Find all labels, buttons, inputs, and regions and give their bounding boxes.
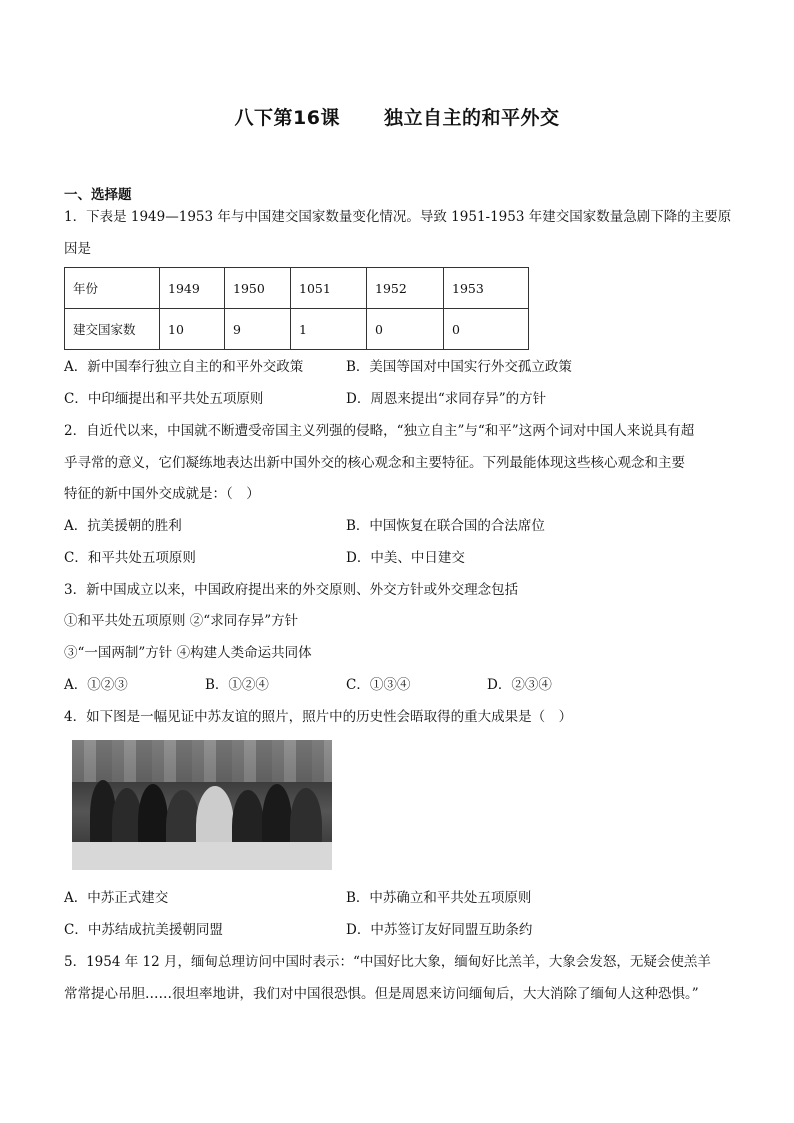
table-cell: 1952 [367,268,444,309]
q1-option-d[interactable]: D．周恩来提出“求同存异”的方针 [346,391,547,407]
table-cell: 1 [291,309,367,350]
q3-option-d[interactable]: D．②③④ [487,677,552,693]
q3-stem-line3: ③“一国两制”方针 ④构建人类命运共同体 [64,645,312,661]
table-cell: 9 [225,309,291,350]
q1-option-a[interactable]: A．新中国奉行独立自主的和平外交政策 [64,359,304,375]
q3-option-c[interactable]: C．①③④ [346,677,411,693]
q2-option-b[interactable]: B．中国恢复在联合国的合法席位 [346,518,545,534]
q2-stem-line2: 乎寻常的意义，它们凝练地表达出新中国外交的核心观念和主要特征。下列最能体现这些核心观念和主要 [64,455,685,471]
table-cell: 1051 [291,268,367,309]
q2-option-d[interactable]: D．中美、中日建交 [346,550,465,566]
page-title [0,103,794,130]
q2-stem-line3: 特征的新中国外交成就是：（ ） [64,486,260,502]
q3-stem-line2: ①和平共处五项原则 ②“求同存异”方针 [64,613,299,629]
q2-stem-line1: 2．自近代以来，中国就不断遭受帝国主义列强的侵略，“独立自主”与“和平”这两个词对中国人来说具有超 [64,423,695,439]
table-cell: 1953 [444,268,529,309]
photo-background [72,740,332,782]
table-row [65,268,529,309]
data-table [64,267,529,350]
q1-stem-line1: 1．下表是 1949—1953 年与中国建交国家数量变化情况。导致 1951-1953 年建交国家数量急剧下降的主要原 [64,209,732,225]
q1-option-b[interactable]: B．美国等国对中国实行外交孤立政策 [346,359,572,375]
q4-option-d[interactable]: D．中苏签订友好同盟互助条约 [346,922,533,938]
lesson-number: 八下第16课 [234,107,340,129]
q5-stem-line2: 常常提心吊胆……很坦率地讲，我们对中国很恐惧。但是周恩来访问缅甸后，大大消除了缅甸人这种恐惧。” [64,986,699,1002]
table-cell: 建交国家数 [65,309,160,350]
table-cell: 0 [367,309,444,350]
q4-option-c[interactable]: C．中苏结成抗美援朝同盟 [64,922,223,938]
table-cell: 0 [444,309,529,350]
q3-option-b[interactable]: B．①②④ [205,677,269,693]
q4-option-b[interactable]: B．中苏确立和平共处五项原则 [346,890,532,906]
table-cell: 1950 [225,268,291,309]
historical-photo [72,740,332,870]
q3-option-a[interactable]: A．①②③ [64,677,128,693]
q1-stem-line2: 因是 [64,241,91,257]
q4-stem-line1: 4．如下图是一幅见证中苏友谊的照片，照片中的历史性会晤取得的重大成果是（ ） [64,709,573,725]
section-heading: 一、选择题 [64,187,132,203]
table-cell: 1949 [160,268,225,309]
table-row [65,309,529,350]
q4-option-a[interactable]: A．中苏正式建交 [64,890,169,906]
lesson-topic: 独立自主的和平外交 [383,107,560,129]
q5-stem-line1: 5．1954 年 12 月，缅甸总理访问中国时表示：“中国好比大象，缅甸好比羔羊，大象会发怒，无疑会使羔羊 [64,954,711,970]
q2-option-c[interactable]: C．和平共处五项原则 [64,550,196,566]
table-cell: 10 [160,309,225,350]
q1-option-c[interactable]: C．中印缅提出和平共处五项原则 [64,391,264,407]
q3-stem-line1: 3．新中国成立以来，中国政府提出来的外交原则、外交方针或外交理念包括 [64,582,519,598]
photo-foreground [72,842,332,870]
q2-option-a[interactable]: A．抗美援朝的胜利 [64,518,182,534]
table-cell: 年份 [65,268,160,309]
